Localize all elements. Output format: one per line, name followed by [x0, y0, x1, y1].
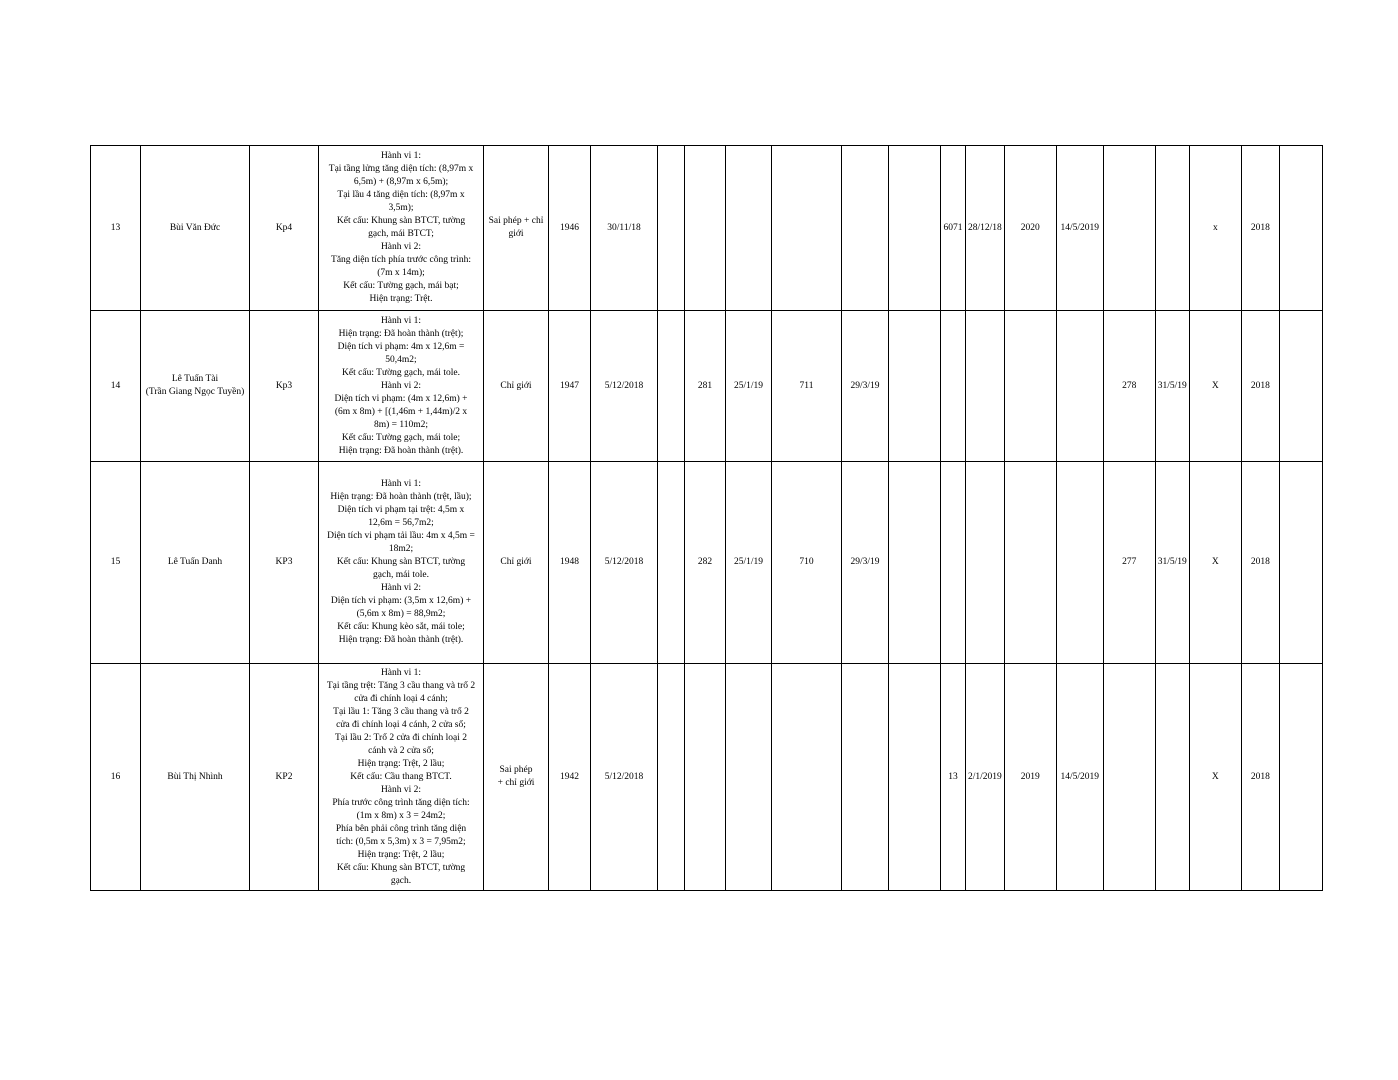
violation-description-cell-line: Tại lầu 2: Trổ 2 cửa đi chính loại 2: [334, 732, 468, 743]
owner-name-cell-line: Lê Tuấn Tài: [171, 374, 219, 384]
document-date-cell: 14/5/2019: [1056, 664, 1103, 891]
table-row: [91, 311, 1323, 462]
remedy-date-cell: [1155, 146, 1189, 311]
violation-description-cell-line: Hiện trạng: Đã hoàn thành (trệt).: [338, 445, 464, 456]
violation-description-cell-line: 18m2;: [388, 544, 414, 554]
owner-name-cell: [141, 311, 250, 462]
empty-cell: [1279, 462, 1322, 664]
empty-cell: [889, 462, 941, 664]
document-number-cell: [1004, 311, 1056, 462]
suspension-date-cell: 2/1/2019: [966, 664, 1005, 891]
violation-description-cell-line: 6,5m) + (8,97m x 6,5m);: [353, 177, 449, 187]
decision-number-cell: [685, 146, 726, 311]
violation-description-cell-line: gạch, mái BTCT;: [368, 229, 434, 239]
violation-description-cell-line: (1m x 8m) x 3 = 24m2;: [356, 810, 446, 821]
violation-description-cell-line: Kết cấu: Cầu thang BTCT.: [350, 771, 452, 782]
violation-type-cell: [484, 146, 549, 311]
violation-description-cell-line: Hành vi 2:: [380, 242, 422, 252]
penalty-date-cell: 29/3/19: [842, 462, 889, 664]
year-cell: 2018: [1241, 146, 1279, 311]
owner-name-cell: [141, 664, 250, 891]
empty-cell: [658, 146, 685, 311]
quarter-cell: KP3: [250, 462, 319, 664]
year-cell: 2018: [1241, 311, 1279, 462]
violation-description-cell-line: Tại tầng trệt: Tăng 3 cầu thang và trổ 2: [326, 680, 476, 691]
suspension-number-cell: 13: [941, 664, 966, 891]
document-date-cell: 14/5/2019: [1056, 146, 1103, 311]
empty-cell: [889, 146, 941, 311]
violation-description-cell-line: 50,4m2;: [385, 354, 417, 365]
violation-description-cell-line: Kết cấu: Khung sàn BTCT, tường: [336, 216, 466, 226]
violation-description-cell-line: Tăng diện tích phía trước công trình:: [331, 255, 471, 265]
decision-date-cell: [726, 664, 772, 891]
violation-description-cell-line: cánh và 2 cửa sổ;: [368, 745, 434, 756]
violation-description-cell-line: Hành vi 1:: [380, 151, 422, 161]
decision-date-cell: [726, 146, 772, 311]
violation-description-cell-line: Hành vi 1:: [380, 315, 422, 326]
violation-description-cell-line: Hành vi 2:: [380, 583, 422, 593]
violation-description-cell-line: Tại tầng lửng tăng diện tích: (8,97m x: [328, 164, 474, 174]
status-mark-cell: X: [1189, 311, 1241, 462]
violation-type-cell-line: giới: [508, 229, 524, 239]
violation-description-cell-line: tích: (0,5m x 5,3m) x 3 = 7,95m2;: [336, 836, 466, 847]
document-date-cell: [1056, 311, 1103, 462]
violation-description-cell-line: cửa đi chính loại 4 cánh, 2 cửa sổ;: [336, 719, 466, 730]
decision-date-cell: 25/1/19: [726, 311, 772, 462]
penalty-date-cell: [842, 146, 889, 311]
violation-description-cell-line: Kết cấu: Khung sàn BTCT, tường: [336, 862, 466, 873]
remedy-date-cell: 31/5/19: [1155, 462, 1189, 664]
record-date-cell: 5/12/2018: [591, 664, 658, 891]
violation-description-cell-line: Tại lầu 1: Tăng 3 cầu thang và trổ 2: [333, 706, 469, 717]
violation-description-cell-line: Hiện trạng: Đã hoàn thành (trệt).: [338, 635, 464, 645]
status-mark-cell: X: [1189, 664, 1241, 891]
document-date-cell: [1056, 462, 1103, 664]
penalty-date-cell: 29/3/19: [842, 311, 889, 462]
year-cell: 2018: [1241, 664, 1279, 891]
violation-description-cell-line: gạch.: [390, 875, 412, 886]
violation-type-cell-line: + chỉ giới: [497, 778, 535, 788]
violation-description-cell-line: Tại lầu 4 tăng diện tích: (8,97m x: [337, 190, 465, 200]
table-row: [91, 664, 1323, 891]
document-number-cell: 2020: [1004, 146, 1056, 311]
penalty-number-cell: 711: [772, 311, 842, 462]
owner-name-cell-line: Lê Tuấn Danh: [167, 557, 223, 567]
violation-description-cell: [319, 146, 484, 311]
table-row: [91, 462, 1323, 664]
violation-type-cell: [484, 462, 549, 664]
remedy-number-cell: 277: [1103, 462, 1155, 664]
violation-type-cell-line: Chỉ giới: [500, 557, 532, 567]
remedy-date-cell: 31/5/19: [1155, 311, 1189, 462]
violation-description-cell-line: Hiện trạng: Trệt.: [369, 294, 433, 304]
suspension-number-cell: 6071: [941, 146, 966, 311]
decision-number-cell: [685, 664, 726, 891]
empty-cell: [889, 311, 941, 462]
decision-number-cell: 281: [685, 311, 726, 462]
violation-description-cell-line: Hiện trạng: Trệt, 2 lầu;: [357, 758, 445, 769]
empty-cell: [658, 311, 685, 462]
quarter-cell: Kp4: [250, 146, 319, 311]
document-number-cell: [1004, 462, 1056, 664]
record-date-cell: 5/12/2018: [591, 311, 658, 462]
violation-description-cell-line: Diện tích vi phạm tại trệt: 4,5m x: [337, 505, 465, 515]
suspension-number-cell: [941, 462, 966, 664]
violation-description-cell: [319, 462, 484, 664]
empty-cell: [658, 664, 685, 891]
violation-description-cell-line: Phía bên phải công trình tăng diện: [335, 823, 467, 834]
decision-date-cell: 25/1/19: [726, 462, 772, 664]
violation-type-cell-line: Sai phép: [499, 765, 533, 775]
violation-description-cell-line: Hành vi 2:: [380, 380, 422, 391]
record-number-cell: 1942: [549, 664, 591, 891]
owner-name-cell: [141, 146, 250, 311]
violation-description-cell-line: Kết cấu: Khung kèo sắt, mái tole;: [337, 622, 465, 632]
violation-description-cell-line: Kết cấu: Khung sàn BTCT, tường: [336, 557, 466, 567]
remedy-number-cell: 278: [1103, 311, 1155, 462]
violation-type-cell: [484, 664, 549, 891]
owner-name-cell-line: Bùi Văn Đức: [169, 222, 221, 233]
violation-type-cell-line: Sai phép + chỉ: [488, 216, 544, 226]
violation-description-cell-line: gạch, mái tole.: [373, 570, 429, 580]
remedy-number-cell: [1103, 146, 1155, 311]
remedy-number-cell: [1103, 664, 1155, 891]
violation-description-cell: [319, 311, 484, 462]
table-row: [91, 146, 1323, 311]
row-number-cell: 14: [91, 311, 141, 462]
violation-description-cell-line: cửa đi chính loại 4 cánh;: [354, 693, 448, 704]
empty-cell: [1279, 146, 1322, 311]
record-number-cell: 1948: [549, 462, 591, 664]
status-mark-cell: X: [1189, 462, 1241, 664]
empty-cell: [889, 664, 941, 891]
penalty-number-cell: [772, 146, 842, 311]
violation-description-cell-line: Kết cấu: Tường gạch, mái tole.: [342, 367, 460, 378]
violation-description-cell-line: Diện tích vi phạm: (4m x 12,6m) +: [334, 393, 468, 404]
decision-number-cell: 282: [685, 462, 726, 664]
violation-description-cell-line: 3,5m);: [388, 203, 414, 213]
suspension-date-cell: 28/12/18: [966, 146, 1005, 311]
violation-description-cell-line: 12,6m = 56,7m2;: [368, 518, 434, 528]
penalty-number-cell: [772, 664, 842, 891]
record-number-cell: 1946: [549, 146, 591, 311]
violation-description-cell-line: (5,6m x 8m) = 88,9m2;: [356, 609, 446, 619]
violation-description-cell-line: Hành vi 1:: [380, 479, 422, 489]
records-table: [90, 145, 1323, 891]
violation-description-cell: [319, 664, 484, 891]
violation-description-cell-line: Hành vi 1:: [380, 667, 422, 678]
quarter-cell: KP2: [250, 664, 319, 891]
violation-description-cell-line: Diện tích vi phạm: 4m x 12,6m =: [337, 341, 465, 352]
penalty-date-cell: [842, 664, 889, 891]
empty-cell: [1279, 311, 1322, 462]
quarter-cell: Kp3: [250, 311, 319, 462]
violation-description-cell-line: Hiện trạng: Đã hoàn thành (trệt);: [338, 328, 464, 339]
row-number-cell: 15: [91, 462, 141, 664]
suspension-date-cell: [966, 462, 1005, 664]
violation-description-cell-line: Hiện trạng: Đã hoàn thành (trệt, lầu);: [330, 492, 472, 502]
violation-description-cell-line: 8m) = 110m2;: [373, 419, 429, 430]
violation-description-cell-line: Hiện trạng: Trệt, 2 lầu;: [357, 849, 445, 860]
empty-cell: [658, 462, 685, 664]
empty-cell: [1279, 664, 1322, 891]
violation-type-cell-line: Chỉ giới: [500, 380, 532, 391]
row-number-cell: 16: [91, 664, 141, 891]
violation-description-cell-line: Kết cấu: Tường gạch, mái tole;: [341, 432, 461, 443]
penalty-number-cell: 710: [772, 462, 842, 664]
violation-description-cell-line: Diện tích vi phạm: (3,5m x 12,6m) +: [330, 596, 472, 606]
suspension-date-cell: [966, 311, 1005, 462]
document-number-cell: 2019: [1004, 664, 1056, 891]
suspension-number-cell: [941, 311, 966, 462]
record-number-cell: 1947: [549, 311, 591, 462]
record-date-cell: 5/12/2018: [591, 462, 658, 664]
violation-description-cell-line: (6m x 8m) + [(1,46m + 1,44m)/2 x: [334, 406, 468, 417]
violation-description-cell-line: Kết cấu: Tường gạch, mái bạt;: [343, 281, 459, 291]
owner-name-cell-line: (Trần Giang Ngọc Tuyền): [145, 387, 245, 397]
remedy-date-cell: [1155, 664, 1189, 891]
row-number-cell: 13: [91, 146, 141, 311]
violation-type-cell: [484, 311, 549, 462]
violation-description-cell-line: Hành vi 2:: [380, 784, 422, 795]
violation-description-cell-line: (7m x 14m);: [377, 268, 425, 278]
violation-description-cell-line: Diện tích vi phạm tải lầu: 4m x 4,5m =: [327, 531, 475, 541]
record-date-cell: 30/11/18: [591, 146, 658, 311]
violation-description-cell-line: Phía trước công trình tăng diện tích:: [332, 797, 470, 808]
year-cell: 2018: [1241, 462, 1279, 664]
owner-name-cell-line: Bùi Thị Nhình: [167, 771, 223, 782]
status-mark-cell: x: [1189, 146, 1241, 311]
owner-name-cell: [141, 462, 250, 664]
